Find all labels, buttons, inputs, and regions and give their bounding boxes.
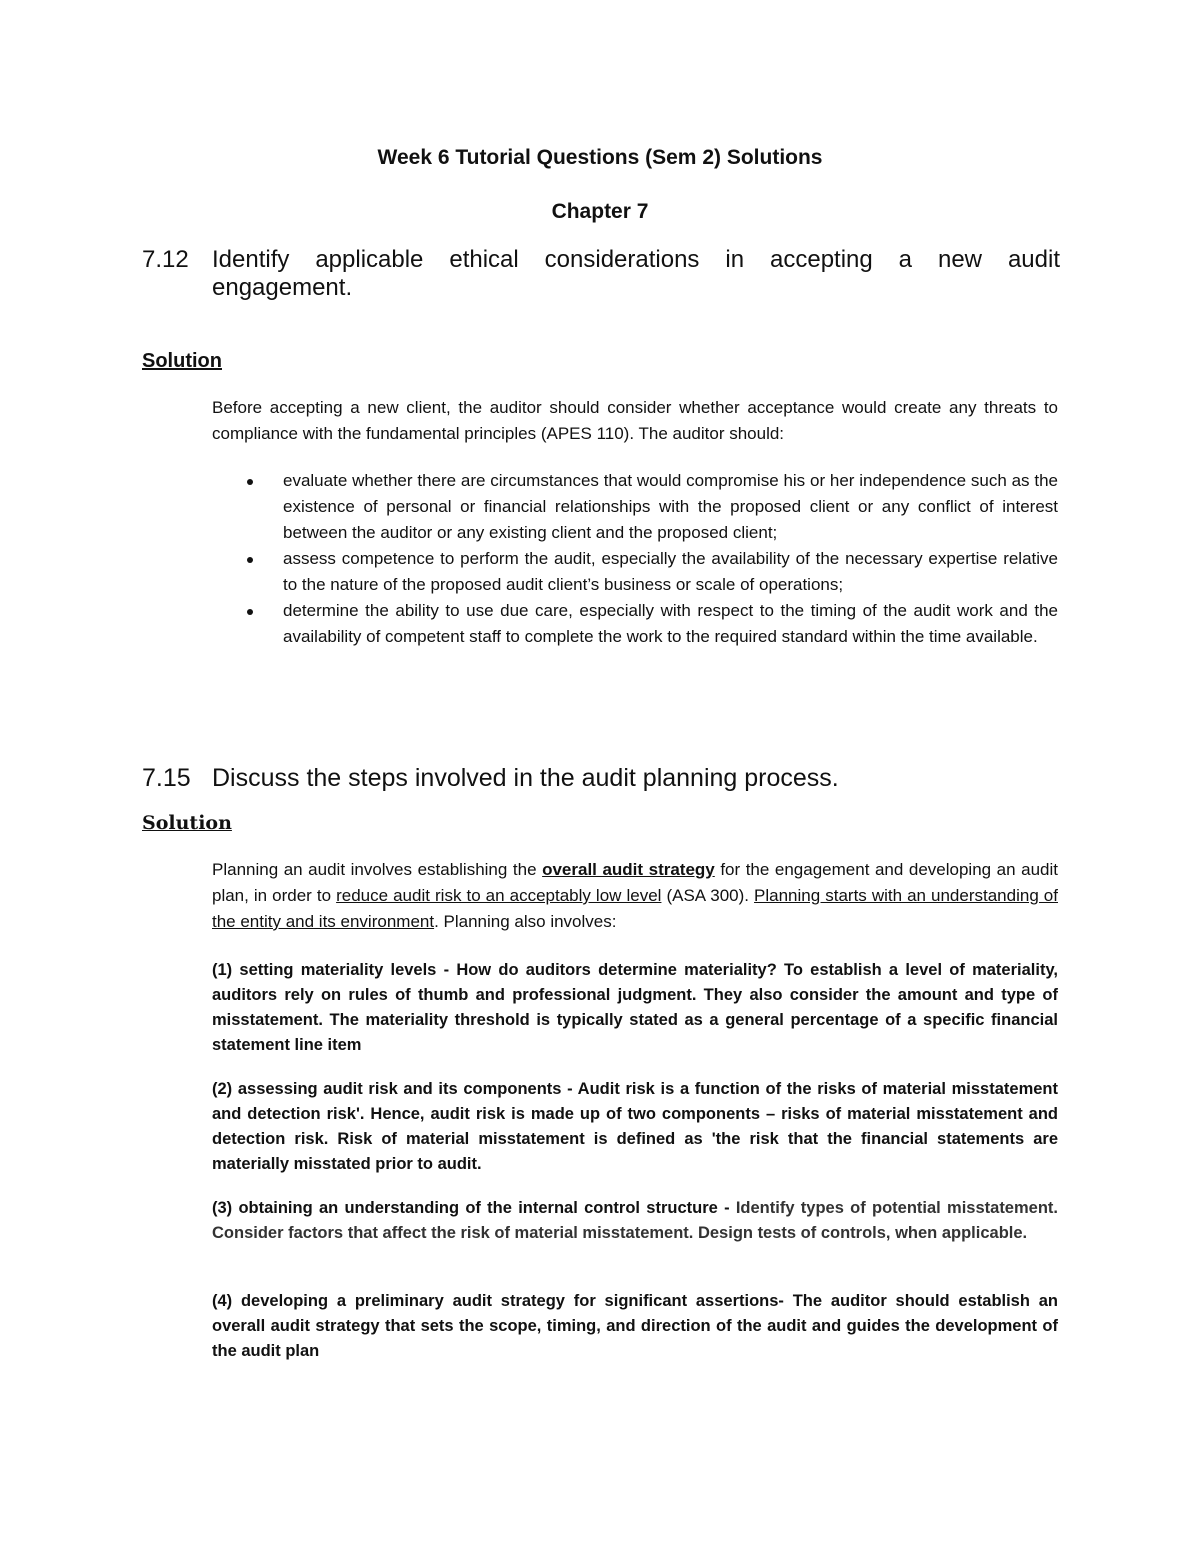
- chapter-heading: Chapter 7: [551, 200, 649, 223]
- list-item-text: determine the ability to use due care, especially with respect to the timing of the audit work and the availability of competent staff to complete the work to the required standard within the time available.: [283, 601, 1058, 646]
- document-title: Week 6 Tutorial Questions (Sem 2) Solutions: [377, 146, 823, 169]
- step-body: The auditor should establish an overall audit strategy that sets the scope, timing, and direction of the audit and guides the development of the audit plan: [212, 1292, 1058, 1360]
- question-number: 7.12: [142, 246, 189, 273]
- bullet-icon: [247, 609, 253, 615]
- intro-text: . Planning also involves:: [434, 912, 617, 931]
- intro-text: for the engagement and developing an audit plan, in order to: [212, 860, 1058, 905]
- question-text-line-2: engagement.: [212, 274, 353, 301]
- intro-text: (ASA 300).: [661, 886, 755, 905]
- list-item-text: evaluate whether there are circumstances that would compromise his or her independence such as the existence of personal or financial relationships with the proposed client or any conflict of interest between the auditor or any existing client and the proposed client;: [283, 471, 1058, 542]
- question-7-12: [142, 246, 1060, 306]
- understanding-entity-term: Planning starts with an understanding of the entity and its environment: [212, 886, 1058, 931]
- intro-text: Planning an audit involves establishing the: [212, 860, 543, 879]
- list-item: [212, 598, 1058, 650]
- reduce-audit-risk-term: reduce audit risk to an acceptably low level: [336, 886, 662, 905]
- question-7-15: [142, 764, 1060, 794]
- list-item-text: assess competence to perform the audit, especially the availability of the necessary expertise relative to the nature of the proposed audit client’s business or scale of operations;: [283, 549, 1058, 594]
- question-text: [212, 246, 1060, 302]
- step-lead: (2) assessing audit risk and its components -: [212, 1080, 578, 1098]
- step-body: Audit risk is a function of the risks of material misstatement and detection risk'. Hence, audit risk is made up of two components – risks of material misstatement and detection risk. Risk of material misstatement is defined as 'the risk that the financial statements are materially misstated prior to audit.: [212, 1080, 1058, 1173]
- step-lead: (3) obtaining an understanding of the internal control structure -: [212, 1199, 736, 1217]
- planning-step-3: [212, 1196, 1058, 1246]
- overall-audit-strategy-term: overall audit strategy: [542, 860, 715, 879]
- planning-intro: [212, 857, 1058, 935]
- planning-step-2: [212, 1077, 1058, 1177]
- list-item: [212, 468, 1058, 546]
- question-text: Discuss the steps involved in the audit planning process.: [212, 764, 839, 792]
- step-body: How do auditors determine materiality? To establish a level of materiality, auditors rely on rules of thumb and professional judgment. They also consider the amount and type of misstatement. The materiality threshold is typically stated as a general percentage of a specific financial statement line item: [212, 961, 1058, 1054]
- planning-step-4: [212, 1289, 1058, 1364]
- list-item: [212, 546, 1058, 598]
- question-text-line-1: Identify applicable ethical considerations in accepting a new audit: [212, 246, 1060, 273]
- solution-intro: Before accepting a new client, the auditor should consider whether acceptance would create any threats to compliance with the fundamental principles (APES 110). The auditor should:: [212, 398, 1058, 443]
- step-lead: (1) setting materiality levels -: [212, 961, 457, 979]
- bullet-icon: [247, 479, 253, 485]
- step-lead: (4) developing a preliminary audit strategy for significant assertions-: [212, 1292, 793, 1310]
- question-number: 7.15: [142, 764, 191, 792]
- bullet-icon: [247, 557, 253, 563]
- solution-heading: Solution: [142, 350, 222, 372]
- planning-step-1: [212, 958, 1058, 1058]
- step-body: Identify types of potential misstatement. Consider factors that affect the risk of material misstatement. Design tests of controls, when applicable.: [212, 1199, 1058, 1242]
- consideration-list: [212, 468, 1058, 650]
- solution-heading: Solution: [142, 812, 232, 834]
